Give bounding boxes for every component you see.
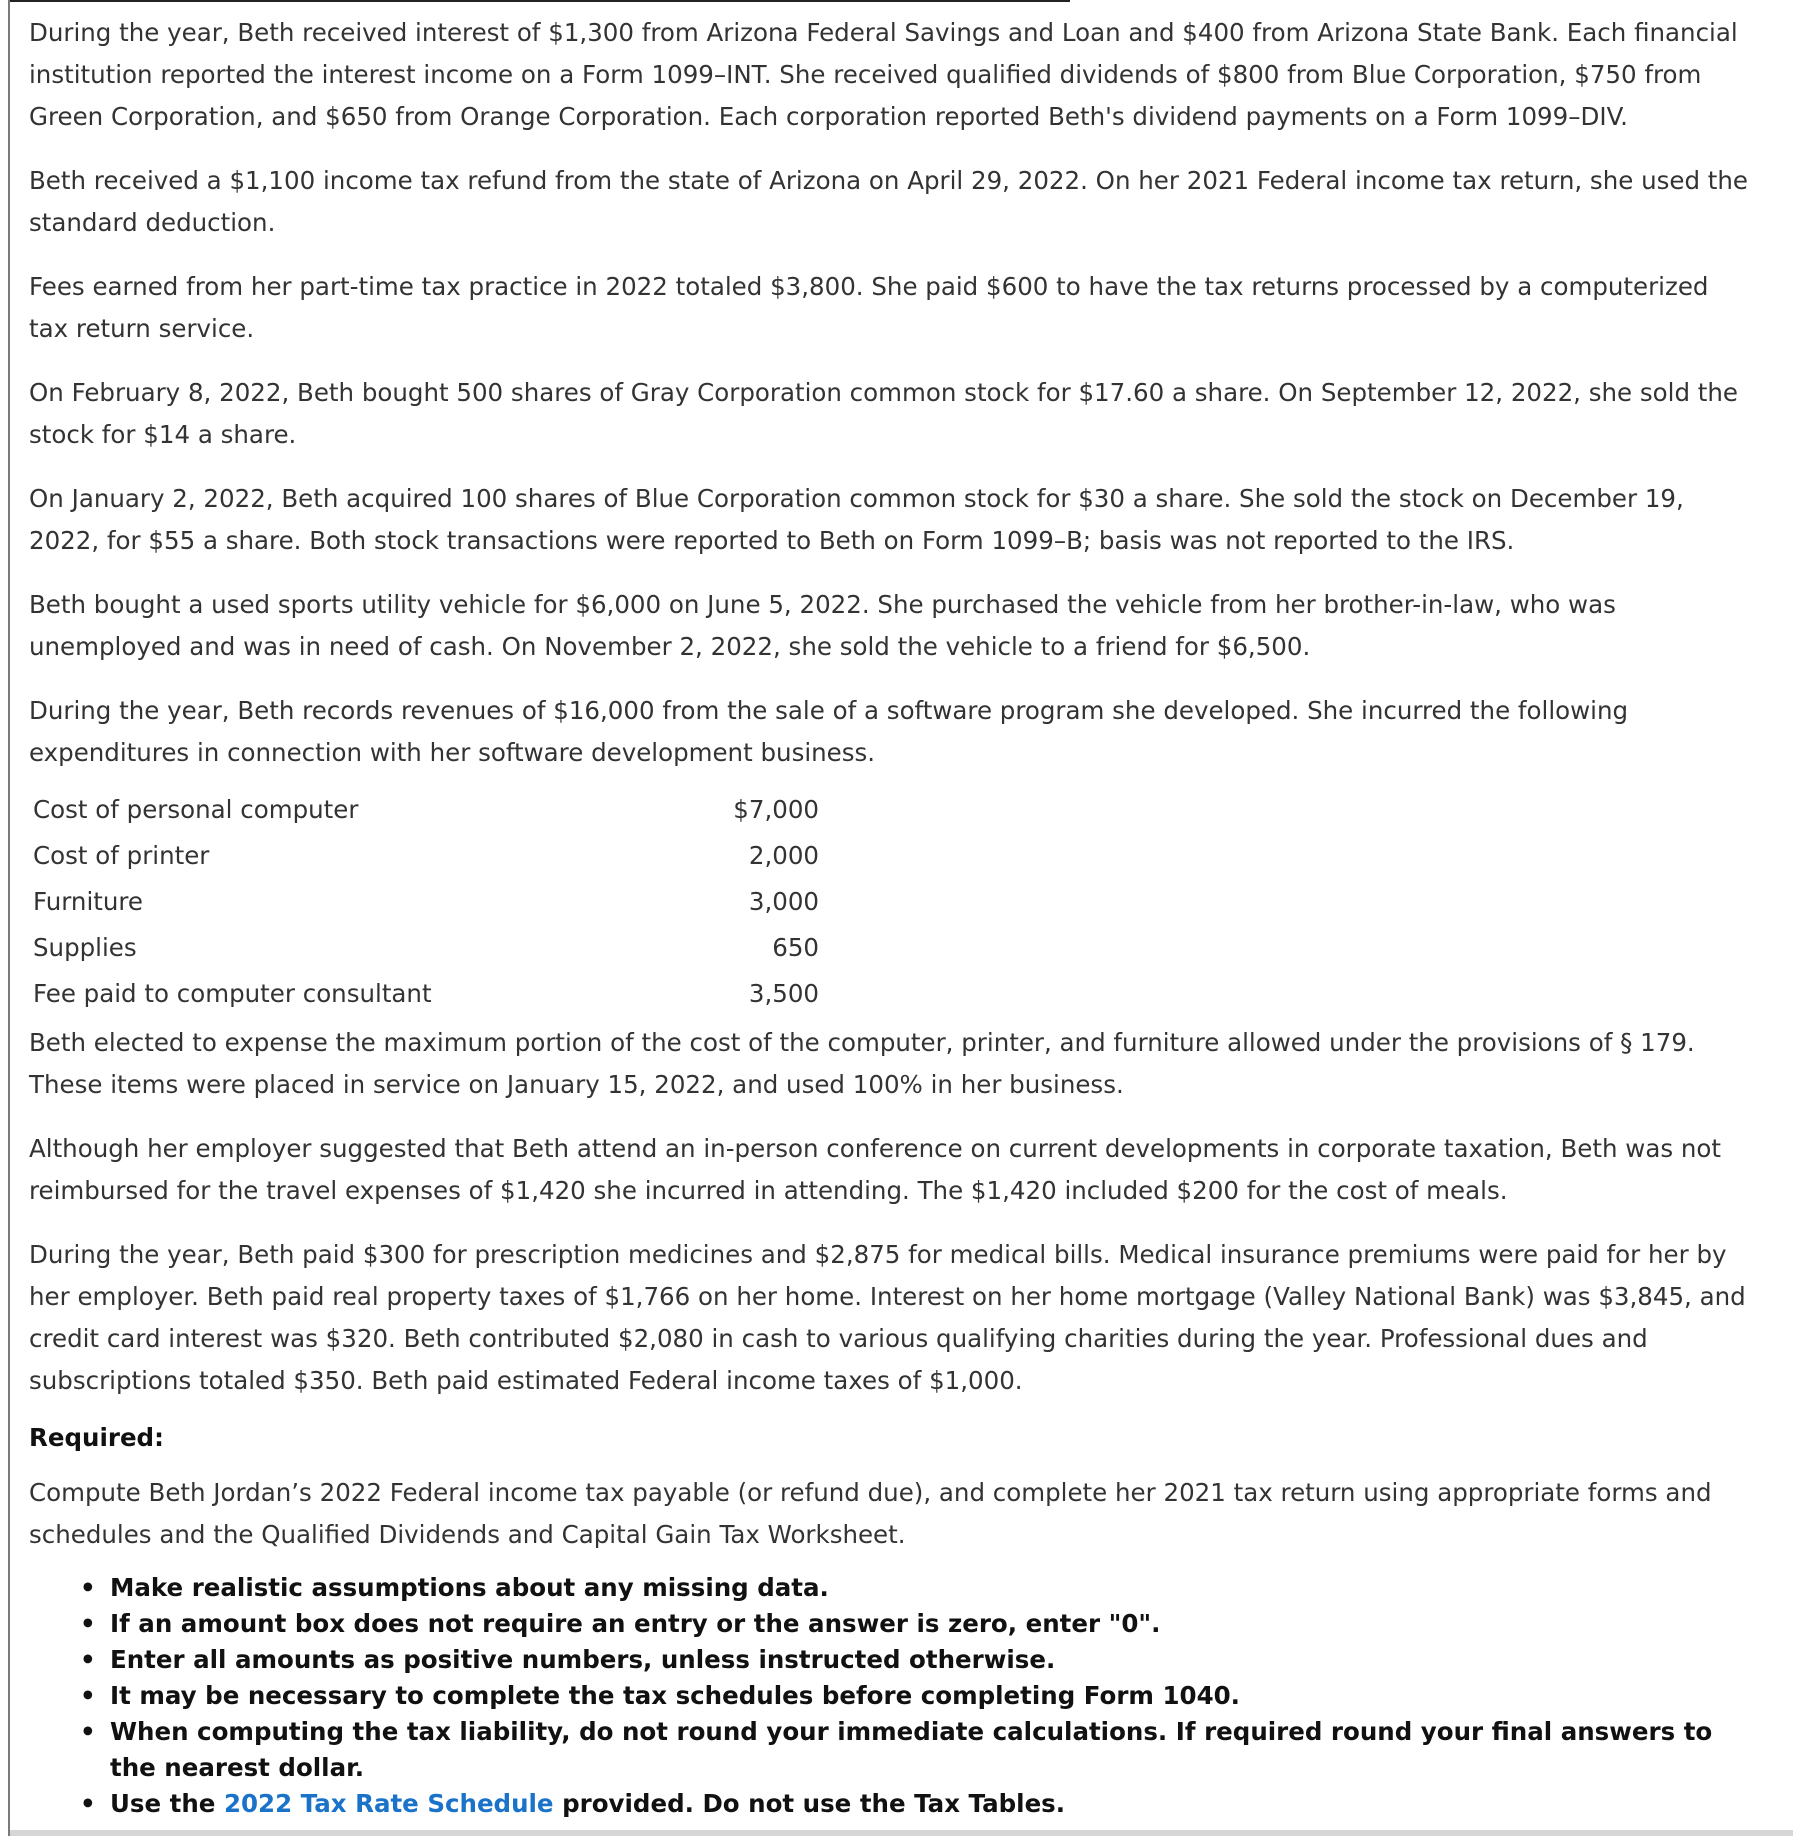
table-row	[33, 878, 819, 924]
expense-label: Furniture	[33, 886, 143, 916]
table-row	[33, 786, 819, 832]
paragraph-vehicle: Beth bought a used sports utility vehicle for $6,000 on June 5, 2022. She purchased the vehicle from her brother-in-law, who was unemployed and was in need of cash. On November 2, 2022, she sold the vehicle to a friend for $6,500.	[29, 590, 1616, 661]
list-item: • If an amount box does not require an entry or the answer is zero, enter "0".	[110, 1606, 1749, 1642]
table-row	[33, 832, 819, 878]
list-item: • It may be necessary to complete the tax schedules before completing Form 1040.	[110, 1678, 1749, 1714]
expense-label: Cost of printer	[33, 840, 210, 870]
paragraph-blue-stock: On January 2, 2022, Beth acquired 100 shares of Blue Corporation common stock for $30 a share. She sold the stock on December 19, 2022, for $55 a share. Both stock transactions were reported to Beth on Form 1099–B; basis was not reported to the IRS.	[29, 484, 1684, 555]
expense-amount: 3,000	[748, 886, 819, 916]
paragraph-conference: Although her employer suggested that Beth attend an in-person conference on current developments in corporate taxation, Beth was not reimbursed for the travel expenses of $1,420 she incurred in attending. The $1,420 included $200 for the cost of meals.	[29, 1134, 1722, 1205]
left-border	[8, 0, 10, 1836]
table-row	[33, 970, 819, 1016]
expense-amount: 2,000	[748, 840, 819, 870]
instruction-prefix: Use the	[110, 1789, 224, 1818]
list-item: • Enter all amounts as positive numbers, unless instructed otherwise.	[110, 1642, 1749, 1678]
expense-amount: $7,000	[733, 794, 819, 824]
required-text: Compute Beth Jordan’s 2022 Federal income tax payable (or refund due), and complete her 2021 tax return using appropriate forms and schedules and the Qualified Dividends and Capital Gain Tax Worksheet.	[29, 1478, 1712, 1549]
paragraph-software-revenue: During the year, Beth records revenues of $16,000 from the sale of a software program she developed. She incurred the following expenditures in connection with her software development business.	[29, 696, 1629, 767]
top-divider	[10, 0, 1070, 2]
paragraph-tax-practice-fees: Fees earned from her part-time tax practice in 2022 totaled $3,800. She paid $600 to have the tax returns processed by a computerized tax return service.	[29, 272, 1709, 343]
list-item: • Make realistic assumptions about any missing data.	[110, 1570, 1749, 1606]
paragraph-state-refund: Beth received a $1,100 income tax refund from the state of Arizona on April 29, 2022. On her 2021 Federal income tax return, she used the standard deduction.	[29, 166, 1748, 237]
expense-amount: 650	[772, 932, 819, 962]
expense-label: Cost of personal computer	[33, 794, 359, 824]
paragraph-deductions: During the year, Beth paid $300 for prescription medicines and $2,875 for medical bills. Medical insurance premiums were paid for her by her employer. Beth paid real property taxes of $1,766 on her home. Interest on her home mortgage (Valley National Bank) was $3,845, and credit card interest was $320. Beth contributed $2,080 in cash to various qualifying charities during the year. Professional dues and subscriptions totaled $350. Beth paid estimated Federal income taxes of $1,000.	[29, 1240, 1746, 1395]
instruction-suffix: provided. Do not use the Tax Tables.	[553, 1789, 1066, 1818]
horizontal-scrollbar[interactable]	[10, 1830, 1793, 1836]
paragraph-interest-dividends: During the year, Beth received interest of $1,300 from Arizona Federal Savings and Loan and $400 from Arizona State Bank. Each financial institution reported the interest income on a Form 1099–INT. She received qualified dividends of $800 from Blue Corporation, $750 from Green Corporation, and $650 from Orange Corporation. Each corporation reported Beth's dividend payments on a Form 1099–DIV.	[29, 18, 1738, 131]
required-heading: Required:	[29, 1423, 164, 1452]
list-item: • When computing the tax liability, do not round your immediate calculations. If required round your final answers to the nearest dollar.	[110, 1714, 1749, 1786]
tax-rate-schedule-link[interactable]: 2022 Tax Rate Schedule	[223, 1789, 554, 1818]
table-row	[33, 924, 819, 970]
expenses-table	[33, 786, 819, 1016]
instructions-list	[29, 1570, 1749, 1822]
list-item	[110, 1786, 1749, 1822]
paragraph-section-179: Beth elected to expense the maximum portion of the cost of the computer, printer, and furniture allowed under the provisions of § 179. These items were placed in service on January 15, 2022, and used 100% in her business.	[29, 1028, 1695, 1099]
paragraph-gray-stock: On February 8, 2022, Beth bought 500 shares of Gray Corporation common stock for $17.60 a share. On September 12, 2022, she sold the stock for $14 a share.	[29, 378, 1739, 449]
expense-label: Fee paid to computer consultant	[33, 978, 432, 1008]
expense-label: Supplies	[33, 932, 137, 962]
expense-amount: 3,500	[748, 978, 819, 1008]
problem-content	[29, 12, 1749, 1822]
